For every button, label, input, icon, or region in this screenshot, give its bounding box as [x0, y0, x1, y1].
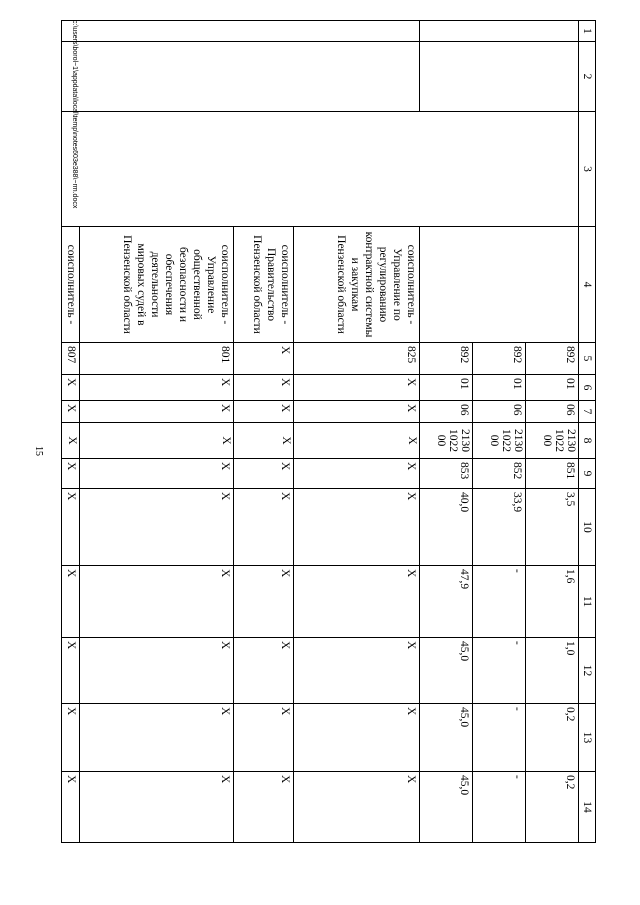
- cell-c14: 45,0: [420, 772, 473, 843]
- cell-c11: Х: [80, 566, 234, 638]
- cell-c13: Х: [62, 704, 80, 772]
- footer-file-path: c:\users\borol~1\appdata\local\temp\notes603e388\~rm.docx: [71, 20, 78, 209]
- col-header: 1: [579, 21, 596, 42]
- cell-c14: Х: [234, 772, 294, 843]
- cell-c14: -: [473, 772, 526, 843]
- cell-c10: Х: [62, 489, 80, 566]
- col-header: 9: [579, 459, 596, 489]
- cell-c10: Х: [294, 489, 420, 566]
- cell-c13: 0,2: [526, 704, 579, 772]
- cell-c2: [62, 42, 420, 112]
- cell-c5: 892: [473, 343, 526, 375]
- cell-c11: Х: [62, 566, 80, 638]
- cell-c4: соисполнитель - Правительство Пензенской области: [234, 227, 294, 343]
- col-header: 5: [579, 343, 596, 375]
- col-header: 13: [579, 704, 596, 772]
- cell-c6: 01: [420, 375, 473, 401]
- cell-c12: Х: [294, 638, 420, 704]
- cell-c5: 807: [62, 343, 80, 375]
- cell-c11: Х: [234, 566, 294, 638]
- cell-c12: -: [473, 638, 526, 704]
- col-header: 6: [579, 375, 596, 401]
- col-header: 10: [579, 489, 596, 566]
- cell-c5: 825: [294, 343, 420, 375]
- cell-c6: 01: [473, 375, 526, 401]
- cell-c7: Х: [62, 401, 80, 423]
- cell-c12: Х: [80, 638, 234, 704]
- col-header: 3: [579, 112, 596, 227]
- cell-c6: Х: [80, 375, 234, 401]
- cell-c10: Х: [80, 489, 234, 566]
- cell-c12: 1,0: [526, 638, 579, 704]
- cell-c9: 852: [473, 459, 526, 489]
- cell-c7: 06: [526, 401, 579, 423]
- cell-c8: 2130 1022 00: [420, 423, 473, 459]
- col-header: 7: [579, 401, 596, 423]
- cell-c9: Х: [62, 459, 80, 489]
- cell-c4: соисполнитель - Управление общественной безопасности и обеспечения деятельности мировых судей в Пензенской области: [80, 227, 234, 343]
- cell-c13: 45,0: [420, 704, 473, 772]
- cell-c1: [62, 21, 420, 42]
- col-header: 11: [579, 566, 596, 638]
- cell-c7: 06: [420, 401, 473, 423]
- cell-c8: Х: [62, 423, 80, 459]
- cell-c9: Х: [80, 459, 234, 489]
- cell-c13: Х: [234, 704, 294, 772]
- budget-table: [61, 20, 596, 843]
- col-header: 14: [579, 772, 596, 843]
- cell-c7: Х: [234, 401, 294, 423]
- cell-c11: Х: [294, 566, 420, 638]
- cell-c11: 1,6: [526, 566, 579, 638]
- cell-c8: 2130 1022 00: [473, 423, 526, 459]
- rotated-page-content: [65, 20, 596, 880]
- cell-c8: Х: [234, 423, 294, 459]
- cell-c1: [420, 21, 579, 42]
- cell-c10: Х: [234, 489, 294, 566]
- cell-c9: 853: [420, 459, 473, 489]
- cell-c12: 45,0: [420, 638, 473, 704]
- table-row: [526, 21, 579, 843]
- cell-c9: 851: [526, 459, 579, 489]
- cell-c14: Х: [62, 772, 80, 843]
- cell-c4: соисполнитель -: [62, 227, 80, 343]
- cell-c5: Х: [234, 343, 294, 375]
- cell-c3: [62, 112, 579, 227]
- cell-c8: Х: [294, 423, 420, 459]
- col-header: 2: [579, 42, 596, 112]
- cell-c8: 2130 1022 00: [526, 423, 579, 459]
- page-number: 15: [33, 446, 44, 456]
- col-header: 4: [579, 227, 596, 343]
- cell-c6: 01: [526, 375, 579, 401]
- cell-c7: Х: [294, 401, 420, 423]
- cell-c10: 3,5: [526, 489, 579, 566]
- cell-c6: Х: [294, 375, 420, 401]
- cell-c13: Х: [294, 704, 420, 772]
- cell-c7: 06: [473, 401, 526, 423]
- cell-c5: 892: [420, 343, 473, 375]
- cell-c10: 33,9: [473, 489, 526, 566]
- cell-c13: -: [473, 704, 526, 772]
- cell-c7: Х: [80, 401, 234, 423]
- cell-c11: -: [473, 566, 526, 638]
- cell-c6: Х: [234, 375, 294, 401]
- cell-c13: Х: [80, 704, 234, 772]
- cell-c14: Х: [80, 772, 234, 843]
- cell-c6: Х: [62, 375, 80, 401]
- cell-c9: Х: [234, 459, 294, 489]
- col-header: 12: [579, 638, 596, 704]
- cell-c4: соисполнитель - Управление по регулированию контрактной системы и закупкам Пензенской области: [294, 227, 420, 343]
- cell-c10: 40,0: [420, 489, 473, 566]
- cell-c8: Х: [80, 423, 234, 459]
- col-header: 8: [579, 423, 596, 459]
- cell-c12: Х: [62, 638, 80, 704]
- cell-c12: Х: [234, 638, 294, 704]
- header-row: [579, 21, 596, 843]
- cell-c11: 47,9: [420, 566, 473, 638]
- cell-c5: 801: [80, 343, 234, 375]
- cell-c14: 0,2: [526, 772, 579, 843]
- cell-c4: [420, 227, 579, 343]
- cell-c5: 892: [526, 343, 579, 375]
- cell-c14: Х: [294, 772, 420, 843]
- cell-c9: Х: [294, 459, 420, 489]
- cell-c2: [420, 42, 579, 112]
